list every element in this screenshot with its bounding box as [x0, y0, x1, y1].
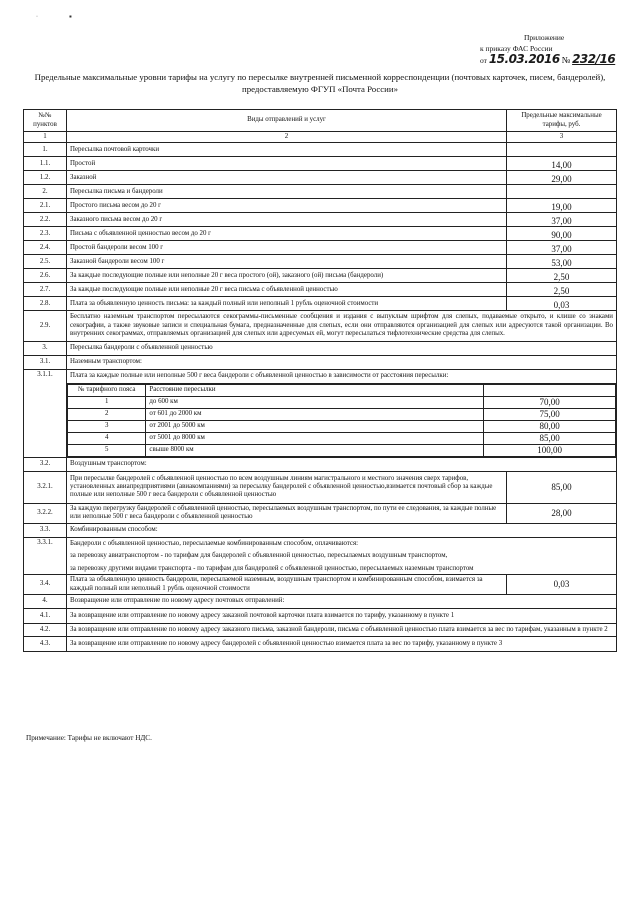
- distance-table-row: [24, 383, 617, 457]
- document-header: [452, 32, 622, 72]
- row-num: 3.2.2.: [24, 503, 67, 523]
- row-text: Бесплатно наземным транспортом пересылаются секограммы-письменные сообщения и издания с выпуклым шрифтом для слепых, подаваемые открыто, и клише со знаками секографии, а также звуковые записи и специальная бумага, предназначенные для слепых, если они отправляются организацией для слепых или адресуются такой организации. Во внутренних секограммах, отправляемых организацией для слепых или адресуемых ей, могут пересылаться тифлотехнические средства для слепых.: [67, 311, 617, 341]
- distance-row: [68, 420, 616, 432]
- table-row: [24, 283, 617, 297]
- row-text: При пересылке бандеролей с объявленной ценностью по всем воздушным линиям магистрального и местного значения сверх тарифов, установленных авиапредприятиями (авиакомпаниями) за пересылку бандеролей с объявленной ценностью,взимается почтовый сбор за каждые полные или неполные 500 г веса бандероли с объявленной ценностью: [67, 471, 507, 503]
- row-text: За каждую перегрузку бандеролей с объявленной ценностью, пересылаемых воздушным транспортом, по пути ее следования, за каждые полные или неполные 500 г веса бандероли с объявленной ценностью: [67, 503, 507, 523]
- row-price: [507, 185, 617, 199]
- table-row-3-2-1: [24, 471, 617, 503]
- line: Бандероли с объявленной ценностью, пересылаемые комбинированным способом, оплачиваются:: [70, 539, 359, 547]
- line: за перевозку другими видами транспорта - по тарифам для бандеролей с объявленной ценностью, пересылаемых наземным транспортом: [70, 564, 474, 572]
- row-num: 3.3.: [24, 523, 67, 537]
- row-text: Возвращение или отправление по новому адресу почтовых отправлений:: [67, 594, 617, 608]
- table-row-3-2-2: [24, 503, 617, 523]
- table-row-4-1: [24, 608, 617, 623]
- row-text: Простой бандероли весом 100 г: [67, 241, 507, 255]
- appendix-label: Приложение: [524, 33, 565, 42]
- row-num: 4.3.: [24, 637, 67, 652]
- table-row-3-3-1: [24, 537, 617, 575]
- row-price: 0,03: [507, 297, 617, 311]
- order-date-line: [452, 54, 622, 72]
- table-row-2-9: [24, 311, 617, 341]
- header-num: №№ пунктов: [24, 110, 67, 132]
- row-price: 19,00: [507, 199, 617, 213]
- distance-table: [67, 384, 616, 457]
- row-num: 2.3.: [24, 227, 67, 241]
- zone-header: № тарифного пояса: [68, 384, 146, 396]
- order-number-prefix: №: [561, 55, 571, 65]
- table-row: [24, 255, 617, 269]
- table-row-3-4: [24, 575, 617, 595]
- col-number-2: 2: [67, 132, 507, 143]
- row-num: 2.1.: [24, 199, 67, 213]
- row-num: 1.1.: [24, 157, 67, 171]
- row-num: 4.2.: [24, 623, 67, 636]
- distance-header-empty: [484, 384, 616, 396]
- distance-header: Расстояние пересылки: [146, 384, 484, 396]
- col-number-1: 1: [24, 132, 67, 143]
- row-num: 2.8.: [24, 297, 67, 311]
- table-row-3: [24, 341, 617, 355]
- row-num: 4.1.: [24, 608, 67, 623]
- table-row-3-1-1: [24, 369, 617, 383]
- table-row: [24, 185, 617, 199]
- zone: 5: [68, 444, 146, 456]
- row-num: 2.: [24, 185, 67, 199]
- distance: от 601 до 2000 км: [146, 408, 484, 420]
- line: за перевозку авиатранспортом - по тарифам для бандеролей с объявленной ценностью, пересылаемых воздушным транспортом,: [70, 552, 448, 560]
- row-text: Пересылка бандероли с объявленной ценностью: [67, 341, 617, 355]
- row-num: 2.5.: [24, 255, 67, 269]
- table-row-4-2: [24, 623, 617, 636]
- row-num: 3.1.1.: [24, 369, 67, 457]
- row-price: 53,00: [507, 255, 617, 269]
- row-num: 3.2.1.: [24, 471, 67, 503]
- price: 80,00: [484, 420, 616, 432]
- tariff-table: [23, 109, 617, 652]
- row-text: Простой: [67, 157, 507, 171]
- row-text: Пересылка письма и бандероли: [67, 185, 507, 199]
- row-text: Пересылка почтовой карточки: [67, 143, 507, 157]
- row-text: За возвращение или отправление по новому адресу бандеролей с объявленной ценностью взимается плата за вес по тарифу, указанному в пункте 3: [67, 637, 617, 652]
- row-num: 2.7.: [24, 283, 67, 297]
- col-number-3: 3: [507, 132, 617, 143]
- table-row: [24, 241, 617, 255]
- zone: 1: [68, 396, 146, 408]
- distance: до 600 км: [146, 396, 484, 408]
- distance-row: [68, 408, 616, 420]
- table-row: [24, 171, 617, 185]
- vat-note: Примечание: Тарифы не включают НДС.: [26, 734, 152, 742]
- table-row-3-3: [24, 523, 617, 537]
- row-price: 37,00: [507, 241, 617, 255]
- distance: от 5001 до 8000 км: [146, 432, 484, 444]
- row-num: 1.: [24, 143, 67, 157]
- zone: 4: [68, 432, 146, 444]
- row-num: 3.4.: [24, 575, 67, 595]
- row-price: 2,50: [507, 269, 617, 283]
- table-row: [24, 297, 617, 311]
- table-row: [24, 157, 617, 171]
- row-text: За каждые последующие полные или неполные 20 г веса простого (ой), заказного (ой) письма (бандероли): [67, 269, 507, 283]
- row-price: 2,50: [507, 283, 617, 297]
- table-row: [24, 269, 617, 283]
- row-price: 0,03: [507, 575, 617, 595]
- row-price: 14,00: [507, 157, 617, 171]
- row-price: [507, 143, 617, 157]
- distance-header-row: [68, 384, 616, 396]
- row-num: 4.: [24, 594, 67, 608]
- row-price: 90,00: [507, 227, 617, 241]
- table-header-row: [24, 110, 617, 132]
- row-text: Простого письма весом до 20 г: [67, 199, 507, 213]
- distance-row: [68, 432, 616, 444]
- table-row: [24, 199, 617, 213]
- order-date-prefix: от: [480, 56, 487, 65]
- row-3-3-1-text: [67, 538, 616, 575]
- zone: 3: [68, 420, 146, 432]
- header-price: Предельные максимальные тарифы, руб.: [507, 110, 617, 132]
- table-row: [24, 227, 617, 241]
- row-price: 29,00: [507, 171, 617, 185]
- row-num: 2.4.: [24, 241, 67, 255]
- table-row: [24, 213, 617, 227]
- row-text: Письма с объявленной ценностью весом до 20 г: [67, 227, 507, 241]
- order-reference: к приказу ФАС России: [480, 44, 553, 53]
- table-row-3-2: [24, 457, 617, 471]
- table-row: [24, 143, 617, 157]
- document-title: Предельные максимальные уровни тарифы на услугу по пересылке внутренней письменной корреспонденции (почтовых карточек, писем, бандеролей), предоставляемую ФГУП «Почта России»: [34, 72, 606, 94]
- row-text: Наземным транспортом:: [67, 355, 617, 369]
- row-num: 1.2.: [24, 171, 67, 185]
- distance: свыше 8000 км: [146, 444, 484, 456]
- row-num: 2.2.: [24, 213, 67, 227]
- row-num: 3.: [24, 341, 67, 355]
- row-text: Заказной бандероли весом 100 г: [67, 255, 507, 269]
- table-row-4-3: [24, 637, 617, 652]
- zone: 2: [68, 408, 146, 420]
- price: 85,00: [484, 432, 616, 444]
- price: 75,00: [484, 408, 616, 420]
- distance-row: [68, 444, 616, 456]
- price: 100,00: [484, 444, 616, 456]
- row-num: 3.2.: [24, 457, 67, 471]
- column-numbers-row: [24, 132, 617, 143]
- row-text: За возвращение или отправление по новому адресу заказной почтовой карточки плата взимается по тарифу, указанному в пункте 1: [67, 608, 617, 623]
- price: 70,00: [484, 396, 616, 408]
- row-num: 2.9.: [24, 311, 67, 341]
- table-row-4: [24, 594, 617, 608]
- row-price: 28,00: [507, 503, 617, 523]
- row-text: Плата за объявленную ценность письма: за каждый полный или неполный 1 рубль оценочной стоимости: [67, 297, 507, 311]
- row-num: 3.1.: [24, 355, 67, 369]
- row-text: Воздушным транспортом:: [67, 457, 617, 471]
- header-name: Виды отправлений и услуг: [67, 110, 507, 132]
- row-text: За возвращение или отправление по новому адресу заказного письма, заказной бандероли, письма с объявленной ценностью плата взимается за вес по тарифам, указанным в пункте 2: [67, 623, 617, 636]
- handwritten-order-number: 232/16: [572, 52, 616, 66]
- row-text: Заказного письма весом до 20 г: [67, 213, 507, 227]
- row-text: Плата за объявленную ценность бандероли, пересылаемой наземным, воздушным транспортом и комбинированным способом, взимается за каждый полный или неполный 1 рубль оценочной стоимости: [67, 575, 507, 595]
- distance-row: [68, 396, 616, 408]
- row-text: Комбинированным способом:: [67, 523, 617, 537]
- row-num: 2.6.: [24, 269, 67, 283]
- row-num: 3.3.1.: [24, 537, 67, 575]
- row-price: 37,00: [507, 213, 617, 227]
- row-text: Плата за каждые полные или неполные 500 г веса бандероли с объявленной ценностью в зависимости от расстояния пересылки:: [67, 369, 617, 383]
- handwritten-date: 15.03.2016: [488, 52, 560, 66]
- table-row-3-1: [24, 355, 617, 369]
- row-text: За каждые последующие полные или неполные 20 г веса письма с объявленной ценностью: [67, 283, 507, 297]
- distance: от 2001 до 5000 км: [146, 420, 484, 432]
- row-price: 85,00: [507, 471, 617, 503]
- row-text: Заказной: [67, 171, 507, 185]
- document-page: · ▪ Приложение к приказу ФАС России от 15.03.2016 № 232/16 Предельные максимальные уровни тарифы на услугу по пересылке внутренней письменной корреспонденции (почтовых карточек, писем, бандеролей), предоставляемую ФГУП «Почта России» №№ пунктов Виды отправлений и услуг Предельные максимальные тарифы, руб. 1 2 3 1. Пересылка почтовой карточки 1.1. Простой 14,00 1.2. Заказной 29,00 2. Пересылка письма и бандероли 2.1. Простого письма весом до 20 г 19,00 2.2. Заказного письма весом до 20 г 37,00 2.3. Письма с объявленной ценностью весом до 20 г 90,00 2.4. Простой бандероли весом 100 г 37,00 2.5. Заказной бандероли весом 100 г 53,00 2.6. За каждые последующие полные или неполные 20 г веса простого (ой), заказного (ой) письма (бандероли) 2,50 2.7. За каждые последующие полные или неполные 20 г веса письма с объявленной ценностью 2,50 2.8. Плата за объявленную ценность письма: за каждый полный или неполный 1 рубль оценочной стоимости 0,03 2.9. Бесплатно наземным транспортом пересылаются секограммы-письменные сообщения и издания с выпуклым шрифтом для слепых, подаваемые открыто, и клише со знаками секографии, а также звуковые записи и специальная бумага, предназначенные для слепых, если они отправляются организацией для слепых или адресуются такой организации. Во внутренних секограммах, отправляемых организацией для слепых или адресуемых ей, могут пересылаться тифлотехнические средства для слепых. 3. Пересылка бандероли с объявленной ценностью 3.1. Наземным транспортом: 3.1.1. Плата за каждые полные или неполные 500 г веса бандероли с объявленной ценностью в зависимости от расстояния пересылки: № тарифного пояса Расстояние пересылки 1 до 600 км 70,00 2 от 601 до 2000 км 75,00 3 от 2001 до 5000 км 80,00 4 от 5001 до 8000 км 85,00 5 свыше 8000 км 100,00 3.2. Воздушным транспортом: 3.2.1. При пересылке бандеролей с объявленной ценностью по всем воздушным линиям магистрального и местного значения сверх тарифов, установленных авиапредприятиями (авиакомпаниями) за пересылку бандеролей с объявленной ценностью,взимается почтовый сбор за каждые полные или неполные 500 г веса бандероли с объявленной ценностью 85,00 3.2.2. За каждую перегрузку бандеролей с объявленной ценностью, пересылаемых воздушным транспортом, по пути ее следования, за каждые полные или неполные 500 г веса бандероли с объявленной ценностью 28,00 3.3. Комбинированным способом: 3.3.1. Бандероли с объявленной ценностью, пересылаемые комбинированным способом, оплачиваются: за перевозку авиатранспортом - по тарифам для бандеролей с объявленной ценностью, пересылаемых воздушным транспортом, за перевозку другими видами транспорта - по тарифам для бандеролей с объявленной ценностью, пересылаемых наземным транспортом 3.4. Плата за объявленную ценность бандероли, пересылаемой наземным, воздушным транспортом и комбинированным способом, взимается за каждый полный или неполный 1 рубль оценочной стоимости 0,03 4. Возвращение или отправление по новому адресу почтовых отправлений: 4.1. За возвращение или отправление по новому адресу заказной почтовой карточки плата взимается по тарифу, указанному в пункте 1 4.2. За возвращение или отправление по новому адресу заказного письма, заказной бандероли, письма с объявленной ценностью плата взимается за вес по тарифам, указанным в пункте 2 4.3. За возвращение или отправление по новому адресу бандеролей с объявленной ценностью взимается плата за вес по тарифу, указанному в пункте 3 Примечание: Тарифы не включают НДС.: [0, 0, 640, 905]
